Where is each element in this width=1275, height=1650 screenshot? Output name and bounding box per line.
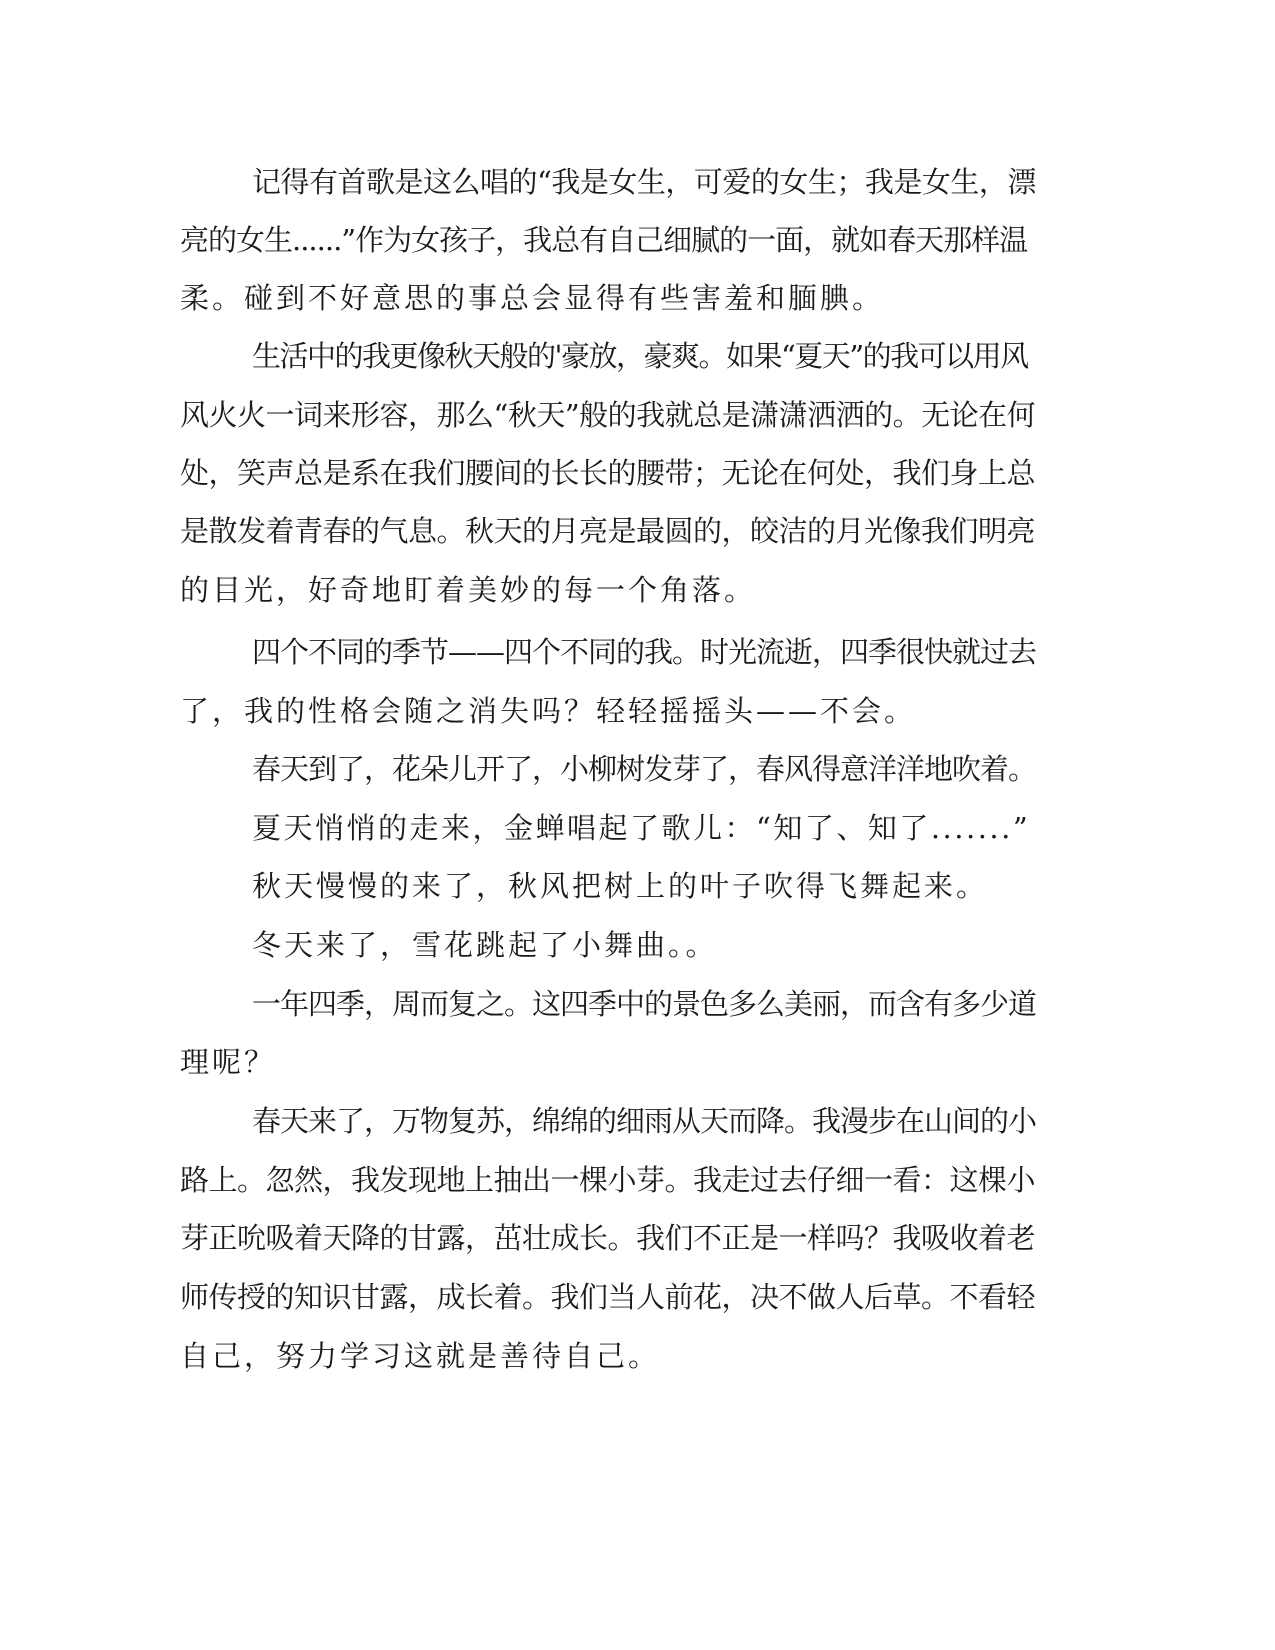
text-line: 四个不同的季节——四个不同的我。时光流逝，四季很快就过去 xyxy=(252,635,1037,669)
text-line: 一年四季，周而复之。这四季中的景色多么美丽，而含有多少道 xyxy=(252,987,1037,1021)
text-line: 春天来了，万物复苏，绵绵的细雨从天而降。我漫步在山间的小 xyxy=(252,1104,1037,1138)
text-line: 的目光，好奇地盯着美妙的每一个角落。 xyxy=(180,573,757,607)
text-line: 柔。碰到不好意思的事总会显得有些害羞和腼腆。 xyxy=(180,281,885,315)
text-line: 芽正吮吸着天降的甘露，茁壮成长。我们不正是一样吗？我吸收着老 xyxy=(180,1221,1036,1255)
text-line: 路上。忽然，我发现地上抽出一棵小芽。我走过去仔细一看：这棵小 xyxy=(180,1163,1036,1197)
text-line: 冬天来了，雪花跳起了小舞曲。。 xyxy=(252,928,718,962)
text-line: 秋天慢慢的来了，秋风把树上的叶子吹得飞舞起来。 xyxy=(252,869,989,903)
text-line: 了，我的性格会随之消失吗？轻轻摇摇头——不会。 xyxy=(180,694,917,728)
text-line: 师传授的知识甘露，成长着。我们当人前花，决不做人后草。不看轻 xyxy=(180,1280,1036,1314)
text-line: 理呢？ xyxy=(180,1045,277,1079)
text-line: 记得有首歌是这么唱的“我是女生，可爱的女生；我是女生，漂 xyxy=(252,165,1036,199)
text-line: 风火火一词来形容，那么“秋天”般的我就总是潇潇洒洒的。无论在何 xyxy=(180,398,1036,432)
text-line: 亮的女生......”作为女孩子，我总有自己细腻的一面，就如春天那样温 xyxy=(180,223,1028,257)
text-line: 是散发着青春的气息。秋天的月亮是最圆的，皎洁的月光像我们明亮 xyxy=(180,514,1036,548)
text-line: 夏天悄悄的走来，金蝉唱起了歌儿：“知了、知了.......” xyxy=(252,811,1031,845)
text-line: 自己，努力学习这就是善待自己。 xyxy=(180,1339,661,1373)
text-line: 春天到了，花朵儿开了，小柳树发芽了，春风得意洋洋地吹着。 xyxy=(252,752,1037,786)
text-line: 处，笑声总是系在我们腰间的长长的腰带；无论在何处，我们身上总 xyxy=(180,456,1036,490)
text-line: 生活中的我更像秋天般的'豪放，豪爽。如果“夏天”的我可以用风 xyxy=(252,339,1028,373)
